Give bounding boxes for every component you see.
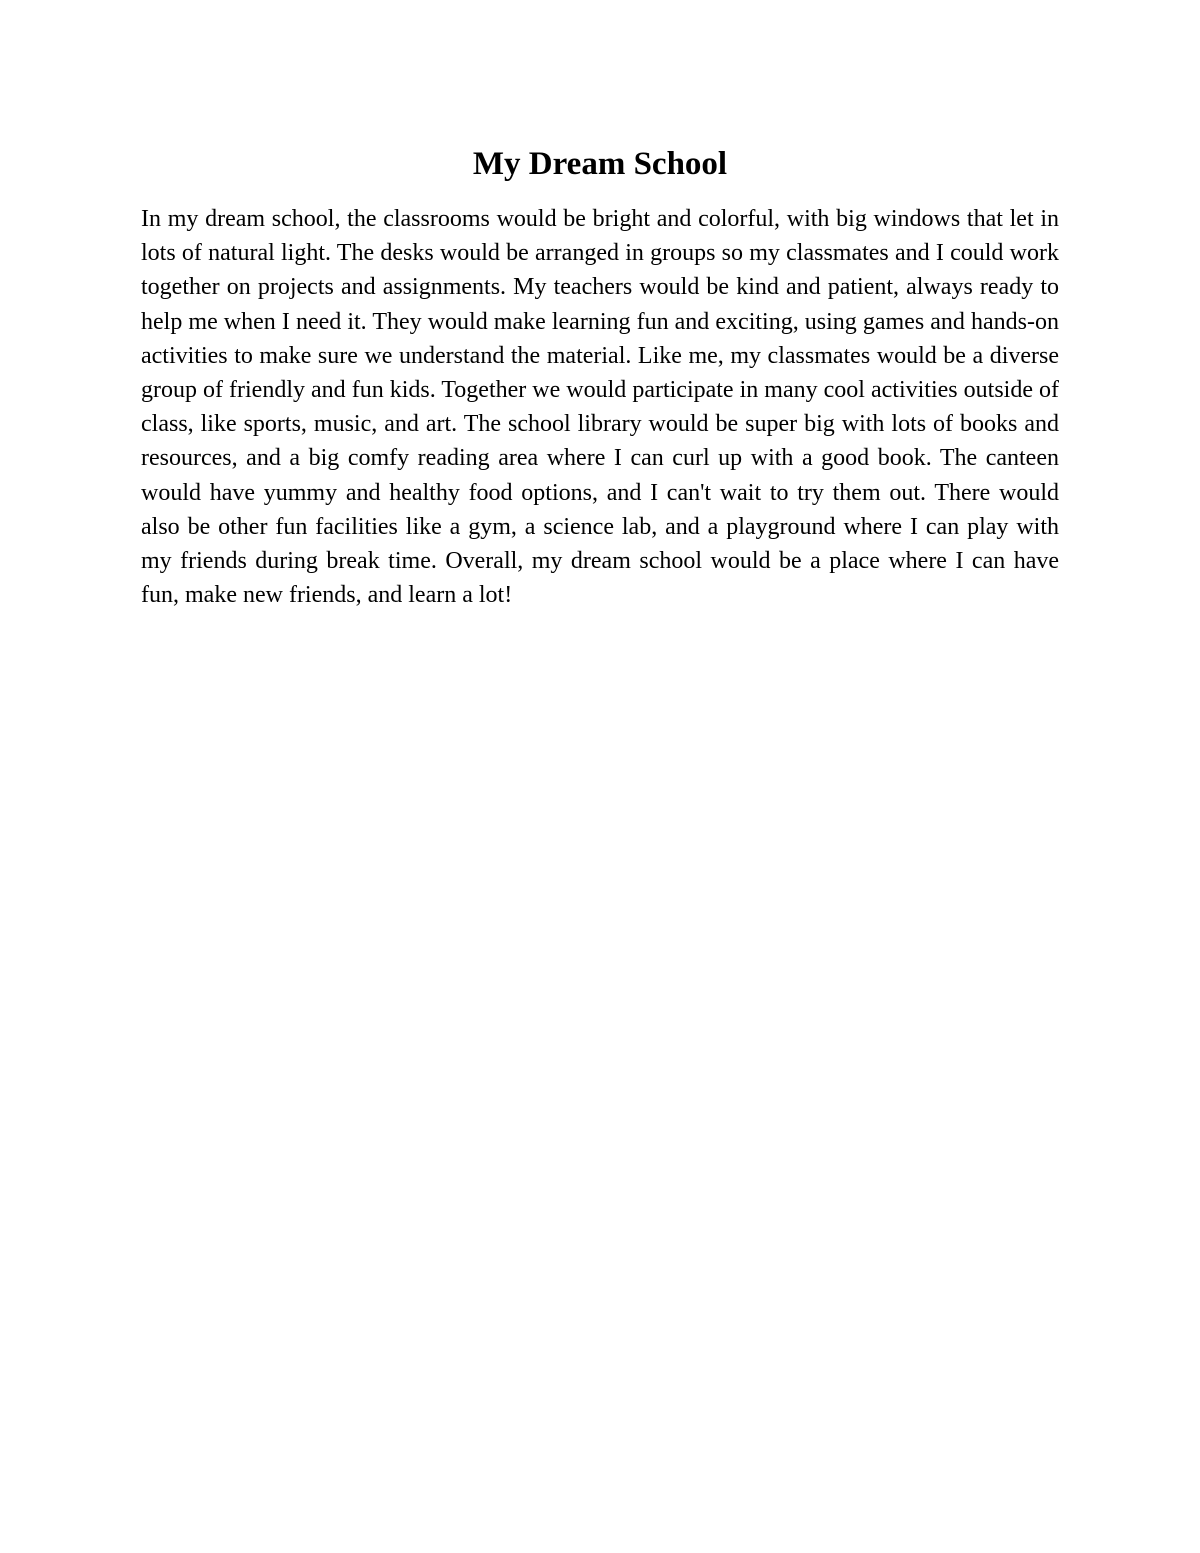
essay-paragraph: In my dream school, the classrooms would be bright and colorful, with big windows that let in lots of natural light. The desks would be arranged in groups so my classmates and I could work together on projects and assignments. My teachers would be kind and patient, always ready to help me when I need it. They would make learning fun and exciting, using games and hands-on activities to make sure we understand the material. Like me, my classmates would be a diverse group of friendly and fun kids. Together we would participate in many cool activities outside of class, like sports, music, and art. The school library would be super big with lots of books and resources, and a big comfy reading area where I can curl up with a good book. The canteen would have yummy and healthy food options, and I can't wait to try them out. There would also be other fun facilities like a gym, a science lab, and a playground where I can play with my friends during break time. Overall, my dream school would be a place where I can have fun, make new friends, and learn a lot!	[141, 206, 1059, 609]
page-title: My Dream School	[472, 146, 728, 182]
